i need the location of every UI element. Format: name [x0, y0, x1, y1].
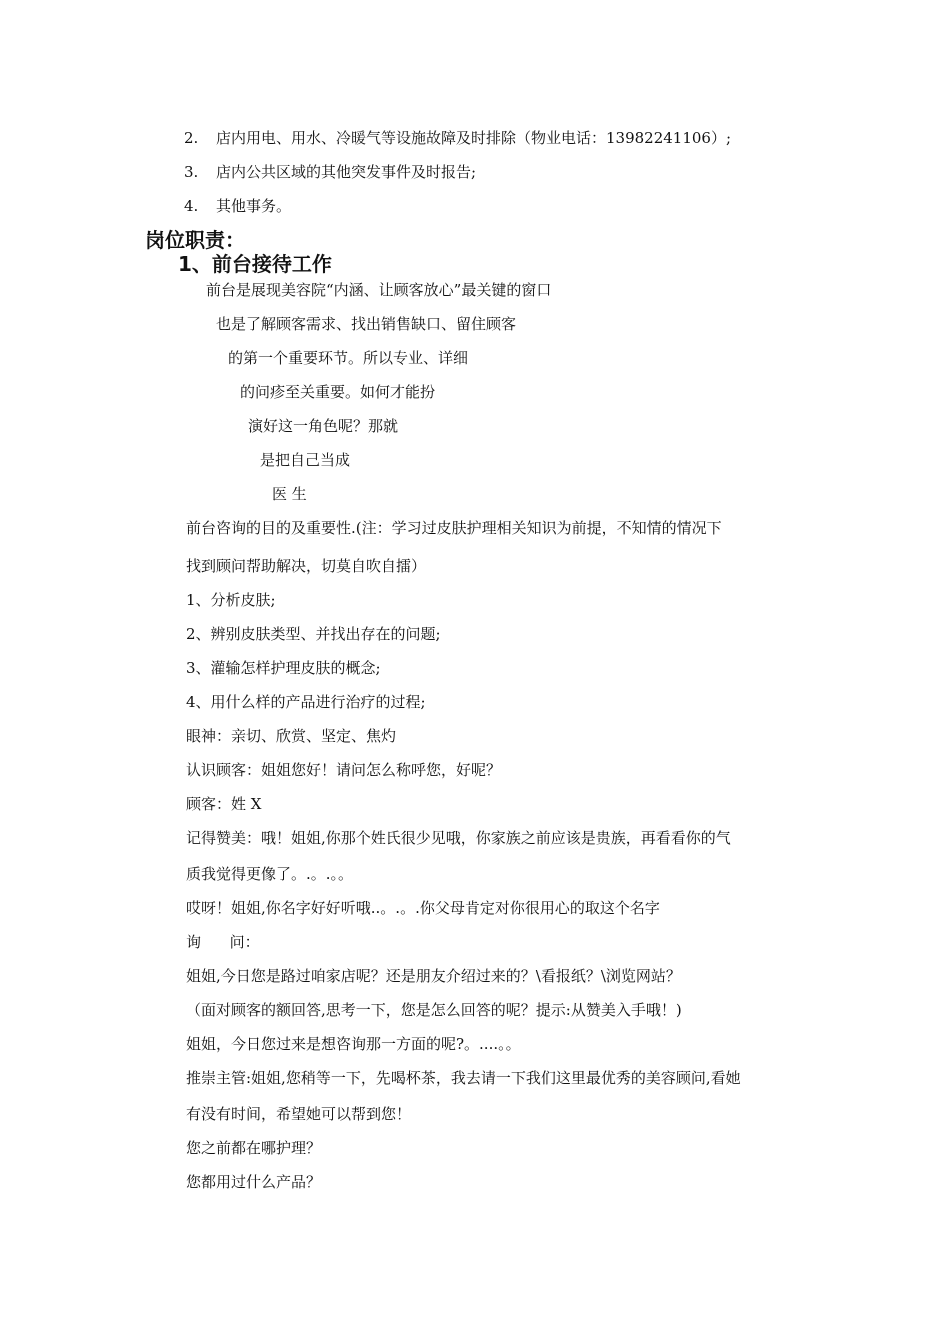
body-line: 记得赞美：哦！姐姐,你那个姓氏很少见哦，你家族之前应该是贵族，再看看你的气: [186, 829, 731, 847]
body-line: 哎呀！姐姐,你名字好好听哦..。.。.你父母肯定对你很用心的取这个名字: [186, 899, 660, 917]
body-line: 找到顾问帮助解决，切莫自吹自擂）: [186, 557, 427, 575]
body-line: 推崇主管:姐姐,您稍等一下，先喝杯茶，我去请一下我们这里最优秀的美容顾问,看她: [186, 1069, 741, 1087]
pyramid-line: 也是了解顾客需求、找出销售缺口、留住顾客: [216, 315, 517, 333]
pyramid-line: 演好这一角色呢？那就: [248, 417, 399, 435]
list-text: 店内公共区域的其他突发事件及时报告;: [216, 163, 477, 181]
body-line: 认识顾客：姐姐您好！请问怎么称呼您，好呢？: [186, 761, 502, 779]
body-line: 有没有时间，希望她可以帮到您！: [186, 1105, 412, 1123]
pyramid-line: 的问疹至关重要。如何才能扮: [240, 383, 436, 401]
body-line: 3、灌输怎样护理皮肤的概念;: [186, 659, 381, 677]
body-line: 询 问：: [186, 933, 260, 951]
body-line: 前台咨询的目的及重要性.(注：学习过皮肤护理相关知识为前提，不知情的情况下: [186, 519, 722, 537]
list-number: 4.: [184, 197, 199, 215]
list-number: 3.: [184, 163, 199, 181]
body-line: 姐姐，今日您过来是想咨询那一方面的呢?。....。。: [186, 1035, 521, 1053]
pyramid-line: 前台是展现美容院“内涵、让顾客放心”最关键的窗口: [206, 281, 552, 299]
list-item: [184, 162, 476, 182]
subsection-heading: 1、前台接待工作: [178, 252, 332, 276]
list-text: 其他事务。: [216, 197, 292, 215]
body-line: 您都用过什么产品？: [186, 1173, 322, 1191]
body-line: 您之前都在哪护理？: [186, 1139, 322, 1157]
section-heading: 岗位职责：: [145, 228, 245, 252]
pyramid-line: 是把自己当成: [260, 451, 351, 469]
body-line: 2、辨别皮肤类型、并找出存在的问题;: [186, 625, 441, 643]
list-number: 2.: [184, 129, 199, 147]
body-line: （面对顾客的额回答,思考一下，您是怎么回答的呢？提示:从赞美入手哦！): [186, 1001, 682, 1019]
list-item: [184, 196, 291, 216]
body-line: 姐姐,今日您是路过咱家店呢？还是朋友介绍过来的？\看报纸？\浏览网站？: [186, 967, 681, 985]
body-line: 1、分析皮肤;: [186, 591, 276, 609]
list-item: [184, 128, 731, 148]
body-line: 质我觉得更像了。.。.。。: [186, 865, 354, 883]
list-text: 店内用电、用水、冷暖气等设施故障及时排除（物业电话：13982241106）;: [216, 129, 732, 147]
pyramid-line: 的第一个重要环节。所以专业、详细: [228, 349, 469, 367]
pyramid-line: 医 生: [272, 485, 307, 503]
body-line: 顾客：姓 X: [186, 795, 262, 813]
body-line: 4、用什么样的产品进行治疗的过程;: [186, 693, 426, 711]
body-line: 眼神：亲切、欣赏、坚定、焦灼: [186, 727, 397, 745]
